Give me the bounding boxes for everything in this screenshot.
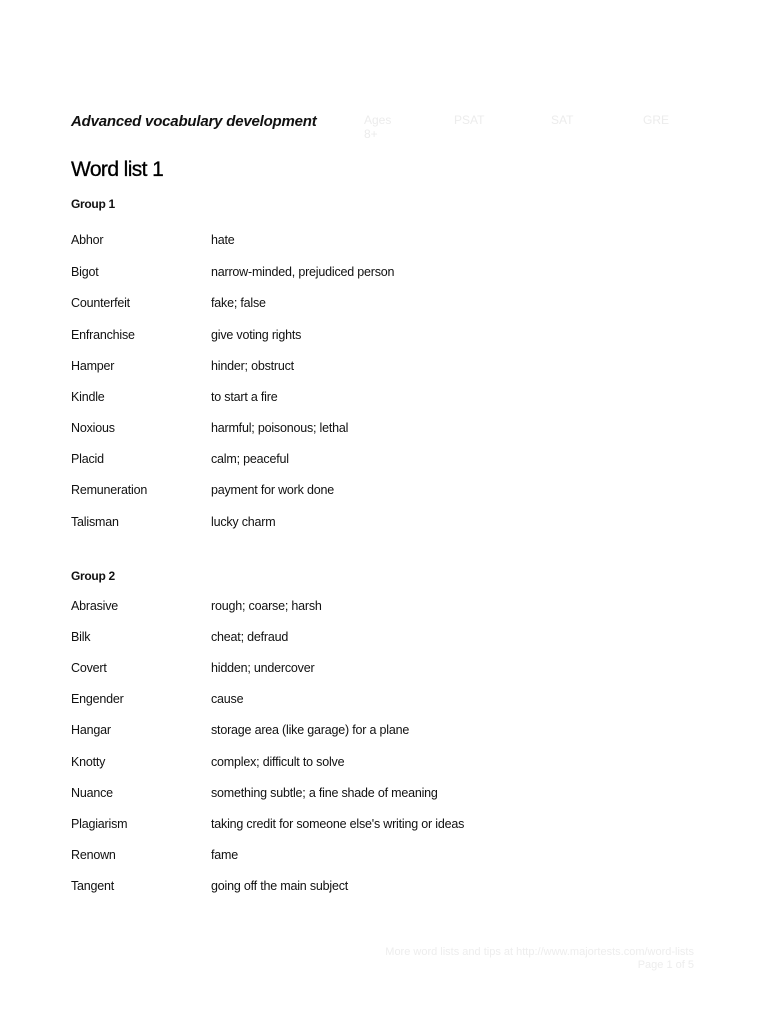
word-definition: hidden; undercover bbox=[211, 661, 315, 675]
word-definition: give voting rights bbox=[211, 328, 302, 342]
word-row bbox=[71, 265, 691, 283]
word-term: Bilk bbox=[71, 630, 91, 644]
word-definition: calm; peaceful bbox=[211, 452, 289, 466]
footer-link-text: More word lists and tips at http://www.majortests.com/word-lists bbox=[385, 946, 694, 958]
word-term: Noxious bbox=[71, 421, 115, 435]
word-definition: taking credit for someone else's writing or ideas bbox=[211, 817, 465, 831]
word-definition: narrow-minded, prejudiced person bbox=[211, 265, 395, 279]
word-term: Counterfeit bbox=[71, 296, 130, 310]
word-term: Enfranchise bbox=[71, 328, 135, 342]
word-term: Nuance bbox=[71, 786, 113, 800]
group-heading: Group 1 bbox=[71, 197, 115, 211]
word-term: Renown bbox=[71, 848, 116, 862]
word-term: Bigot bbox=[71, 265, 99, 279]
word-definition: cause bbox=[211, 692, 244, 706]
word-definition: lucky charm bbox=[211, 515, 276, 529]
word-term: Talisman bbox=[71, 515, 119, 529]
tag-sat: SAT bbox=[551, 113, 574, 127]
word-term: Kindle bbox=[71, 390, 105, 404]
word-row bbox=[71, 786, 691, 804]
word-definition: cheat; defraud bbox=[211, 630, 289, 644]
word-row bbox=[71, 879, 691, 897]
page-title: Word list 1 bbox=[71, 158, 164, 181]
word-definition: storage area (like garage) for a plane bbox=[211, 723, 410, 737]
word-row bbox=[71, 599, 691, 617]
word-definition: fame bbox=[211, 848, 238, 862]
word-term: Abrasive bbox=[71, 599, 119, 613]
word-definition: hate bbox=[211, 233, 235, 247]
word-row bbox=[71, 661, 691, 679]
word-definition: hinder; obstruct bbox=[211, 359, 294, 373]
tag-ages: Ages 8+ bbox=[364, 113, 392, 141]
word-row bbox=[71, 483, 691, 501]
word-definition: rough; coarse; harsh bbox=[211, 599, 322, 613]
word-definition: to start a fire bbox=[211, 390, 278, 404]
document-header-title: Advanced vocabulary development bbox=[71, 113, 317, 130]
word-term: Knotty bbox=[71, 755, 106, 769]
header-exam-tags bbox=[0, 113, 768, 153]
word-definition: payment for work done bbox=[211, 483, 334, 497]
word-term: Tangent bbox=[71, 879, 115, 893]
word-row bbox=[71, 421, 691, 439]
word-row bbox=[71, 359, 691, 377]
word-term: Remuneration bbox=[71, 483, 148, 497]
word-row bbox=[71, 817, 691, 835]
tag-psat: PSAT bbox=[454, 113, 485, 127]
word-row bbox=[71, 233, 691, 251]
word-row bbox=[71, 692, 691, 710]
group-heading: Group 2 bbox=[71, 569, 115, 583]
word-row bbox=[71, 630, 691, 648]
word-term: Engender bbox=[71, 692, 124, 706]
word-row bbox=[71, 390, 691, 408]
word-row bbox=[71, 755, 691, 773]
word-term: Plagiarism bbox=[71, 817, 128, 831]
word-term: Placid bbox=[71, 452, 104, 466]
word-row bbox=[71, 515, 691, 533]
page-number: Page 1 of 5 bbox=[637, 959, 694, 971]
word-definition: complex; difficult to solve bbox=[211, 755, 345, 769]
word-row bbox=[71, 723, 691, 741]
word-definition: harmful; poisonous; lethal bbox=[211, 421, 349, 435]
word-term: Hamper bbox=[71, 359, 115, 373]
tag-gre: GRE bbox=[643, 113, 670, 127]
word-term: Abhor bbox=[71, 233, 104, 247]
word-definition: going off the main subject bbox=[211, 879, 349, 893]
word-row bbox=[71, 328, 691, 346]
page-footer bbox=[385, 946, 694, 972]
word-term: Covert bbox=[71, 661, 107, 675]
word-row bbox=[71, 848, 691, 866]
word-row bbox=[71, 452, 691, 470]
word-row bbox=[71, 296, 691, 314]
word-definition: something subtle; a fine shade of meaning bbox=[211, 786, 438, 800]
word-definition: fake; false bbox=[211, 296, 266, 310]
word-term: Hangar bbox=[71, 723, 111, 737]
